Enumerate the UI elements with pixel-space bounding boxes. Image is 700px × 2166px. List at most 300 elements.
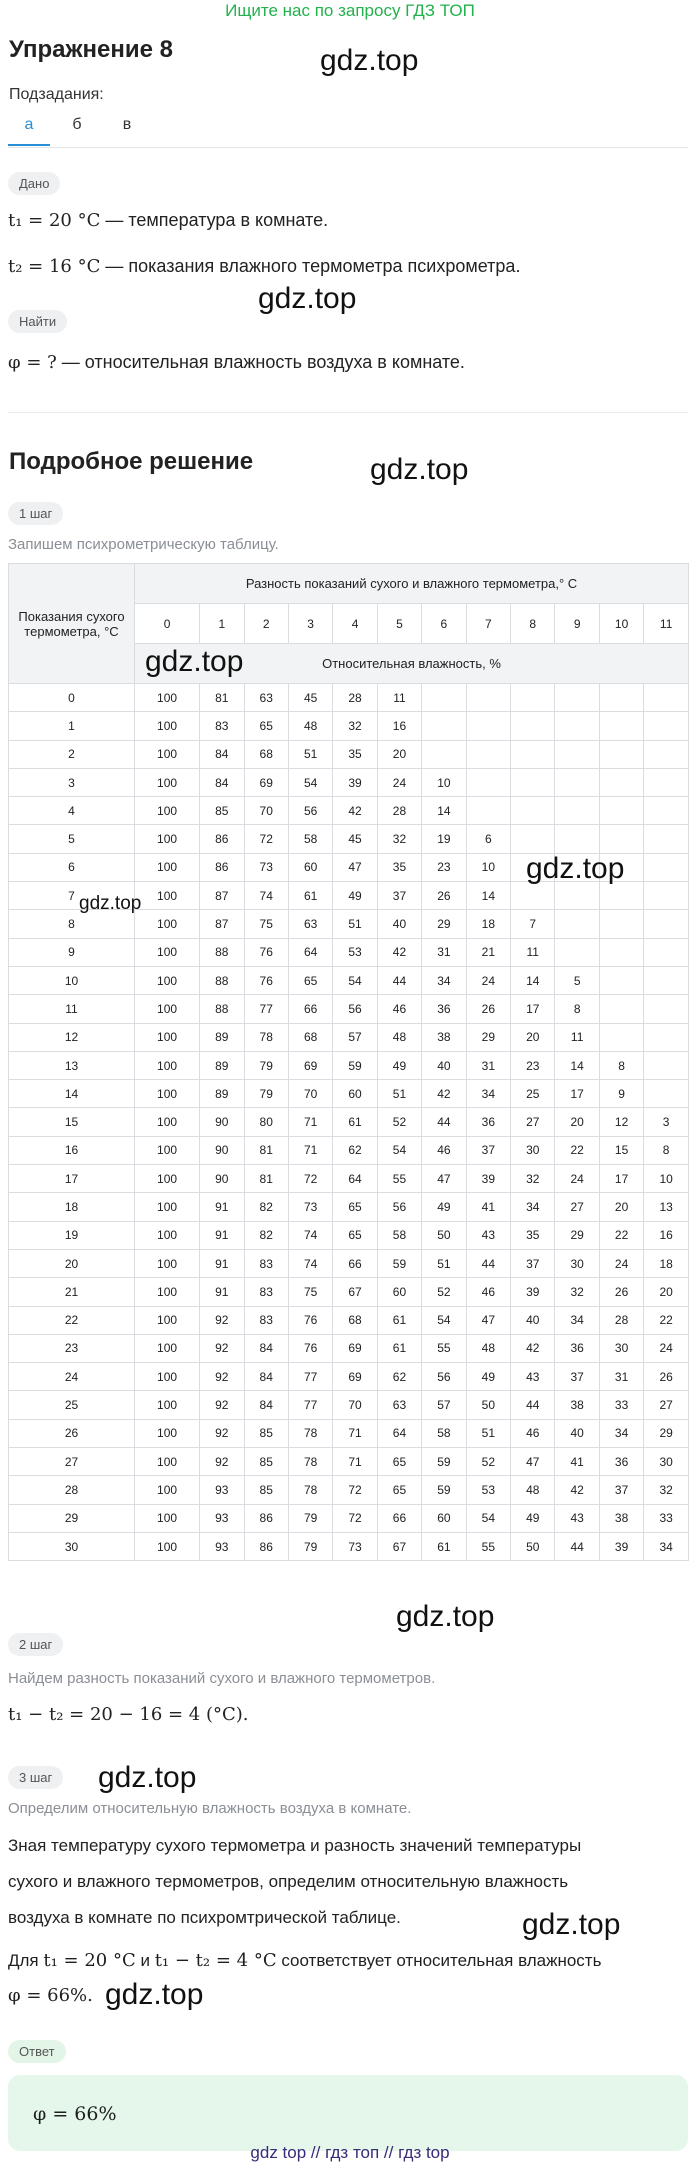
table-cell: 81 — [244, 1136, 288, 1164]
table-cell — [644, 882, 689, 910]
step-3 — [8, 1766, 63, 1789]
table-cell — [511, 740, 555, 768]
table-row-temperature: 26 — [9, 1419, 135, 1447]
table-diff-value: 7 — [466, 604, 510, 644]
result-mid: и — [135, 1951, 155, 1970]
table-cell: 55 — [422, 1334, 466, 1362]
table-cell: 72 — [333, 1504, 377, 1532]
table-cell: 37 — [555, 1363, 599, 1391]
table-cell: 71 — [288, 1108, 332, 1136]
table-cell: 63 — [377, 1391, 421, 1419]
table-cell: 42 — [377, 938, 421, 966]
table-cell: 47 — [511, 1448, 555, 1476]
table-cell: 20 — [377, 740, 421, 768]
table-diff-value: 4 — [333, 604, 377, 644]
table-cell: 62 — [377, 1363, 421, 1391]
table-cell: 100 — [135, 995, 200, 1023]
table-cell: 61 — [288, 882, 332, 910]
table-cell — [555, 910, 599, 938]
table-cell — [599, 825, 643, 853]
table-cell: 37 — [511, 1249, 555, 1277]
table-cell: 17 — [555, 1080, 599, 1108]
table-row — [9, 966, 689, 994]
table-row-temperature: 7 — [9, 882, 135, 910]
table-cell: 100 — [135, 1108, 200, 1136]
table-row — [9, 1023, 689, 1051]
table-cell: 6 — [466, 825, 510, 853]
table-cell: 8 — [644, 1136, 689, 1164]
table-cell: 64 — [377, 1419, 421, 1447]
table-cell: 40 — [555, 1419, 599, 1447]
given-line-1 — [8, 210, 328, 231]
tabs-divider — [8, 147, 688, 148]
table-cell: 61 — [422, 1532, 466, 1560]
table-row-temperature: 0 — [9, 684, 135, 712]
table-cell: 65 — [333, 1221, 377, 1249]
table-row-temperature: 5 — [9, 825, 135, 853]
table-cell: 74 — [288, 1221, 332, 1249]
table-row — [9, 1080, 689, 1108]
table-cell: 71 — [288, 1136, 332, 1164]
table-cell: 51 — [333, 910, 377, 938]
given-chip: Дано — [8, 172, 60, 195]
table-cell: 44 — [422, 1108, 466, 1136]
table-cell: 100 — [135, 1080, 200, 1108]
given-math-1: t₁ = 20 °C — [8, 210, 101, 231]
table-cell: 25 — [511, 1080, 555, 1108]
step-2-formula: t₁ − t₂ = 20 − 16 = 4 (°C). — [8, 1704, 249, 1725]
tab-c[interactable]: в — [122, 116, 132, 133]
table-cell: 28 — [333, 684, 377, 712]
table-cell: 20 — [511, 1023, 555, 1051]
table-cell: 49 — [333, 882, 377, 910]
tab-a[interactable]: а — [8, 116, 50, 146]
table-cell: 89 — [200, 1051, 244, 1079]
table-cell: 31 — [466, 1051, 510, 1079]
table-cell: 51 — [377, 1080, 421, 1108]
table-cell: 53 — [466, 1476, 510, 1504]
find-chip: Найти — [8, 310, 67, 333]
table-cell: 100 — [135, 768, 200, 796]
table-cell: 46 — [466, 1278, 510, 1306]
table-cell: 89 — [200, 1080, 244, 1108]
table-cell: 71 — [333, 1419, 377, 1447]
table-cell: 58 — [422, 1419, 466, 1447]
watermark: gdz.top — [258, 282, 357, 315]
watermark: gdz.top — [145, 645, 244, 678]
table-cell: 68 — [244, 740, 288, 768]
table-cell: 83 — [244, 1249, 288, 1277]
table-row-temperature: 8 — [9, 910, 135, 938]
table-cell: 100 — [135, 1476, 200, 1504]
table-row — [9, 1249, 689, 1277]
result-prefix: Для — [8, 1951, 44, 1970]
table-cell: 27 — [511, 1108, 555, 1136]
table-cell: 32 — [644, 1476, 689, 1504]
table-cell: 100 — [135, 740, 200, 768]
table-cell: 42 — [511, 1334, 555, 1362]
table-cell: 31 — [422, 938, 466, 966]
table-cell: 85 — [200, 797, 244, 825]
table-cell — [644, 1023, 689, 1051]
table-cell: 35 — [333, 740, 377, 768]
table-cell: 10 — [644, 1165, 689, 1193]
table-cell: 69 — [244, 768, 288, 796]
table-cell: 59 — [422, 1448, 466, 1476]
table-cell: 84 — [200, 740, 244, 768]
table-cell: 100 — [135, 853, 200, 881]
table-cell: 34 — [511, 1193, 555, 1221]
table-cell: 32 — [333, 712, 377, 740]
table-cell — [644, 1051, 689, 1079]
table-cell: 92 — [200, 1391, 244, 1419]
table-row-temperature: 14 — [9, 1080, 135, 1108]
table-cell: 52 — [422, 1278, 466, 1306]
table-cell: 37 — [466, 1136, 510, 1164]
table-cell: 10 — [422, 768, 466, 796]
table-row-temperature: 9 — [9, 938, 135, 966]
table-cell: 11 — [511, 938, 555, 966]
table-row — [9, 1306, 689, 1334]
table-cell: 12 — [599, 1108, 643, 1136]
table-cell: 58 — [377, 1221, 421, 1249]
table-row-temperature: 3 — [9, 768, 135, 796]
table-cell: 88 — [200, 995, 244, 1023]
table-cell: 23 — [422, 853, 466, 881]
table-cell: 100 — [135, 1448, 200, 1476]
table-row — [9, 1391, 689, 1419]
table-cell: 90 — [200, 1165, 244, 1193]
table-cell: 56 — [422, 1363, 466, 1391]
table-cell: 65 — [244, 712, 288, 740]
table-cell: 60 — [288, 853, 332, 881]
table-cell: 7 — [511, 910, 555, 938]
table-cell: 84 — [244, 1391, 288, 1419]
table-cell: 60 — [333, 1080, 377, 1108]
table-cell: 11 — [377, 684, 421, 712]
table-cell: 100 — [135, 966, 200, 994]
table-cell: 42 — [555, 1476, 599, 1504]
table-cell: 10 — [466, 853, 510, 881]
psychrometric-table — [8, 563, 689, 1561]
table-cell: 36 — [466, 1108, 510, 1136]
table-cell: 30 — [599, 1334, 643, 1362]
table-cell: 73 — [288, 1193, 332, 1221]
table-row-temperature: 13 — [9, 1051, 135, 1079]
table-cell: 85 — [244, 1419, 288, 1447]
table-cell: 5 — [555, 966, 599, 994]
step-3-text-2: сухого и влажного термометров, определим относительную влажность — [8, 1872, 569, 1891]
table-cell: 74 — [288, 1249, 332, 1277]
table-cell — [644, 966, 689, 994]
table-cell — [555, 684, 599, 712]
table-cell — [555, 712, 599, 740]
table-cell — [511, 712, 555, 740]
table-cell: 32 — [555, 1278, 599, 1306]
table-cell: 85 — [244, 1476, 288, 1504]
table-cell: 27 — [555, 1193, 599, 1221]
table-cell: 100 — [135, 684, 200, 712]
table-cell: 34 — [555, 1306, 599, 1334]
table-cell: 73 — [244, 853, 288, 881]
table-cell: 69 — [333, 1334, 377, 1362]
table-cell: 74 — [244, 882, 288, 910]
table-row — [9, 1165, 689, 1193]
watermark: gdz.top — [370, 453, 469, 486]
result-suffix: соответствует относительная влажность — [276, 1951, 602, 1970]
table-cell: 34 — [466, 1080, 510, 1108]
table-cell — [599, 684, 643, 712]
table-cell: 56 — [333, 995, 377, 1023]
table-cell: 70 — [333, 1391, 377, 1419]
table-cell — [599, 740, 643, 768]
table-cell: 82 — [244, 1221, 288, 1249]
table-cell: 92 — [200, 1448, 244, 1476]
table-cell: 59 — [422, 1476, 466, 1504]
given-text-1: — температура в комнате. — [100, 210, 329, 230]
table-cell: 68 — [288, 1023, 332, 1051]
table-cell: 60 — [377, 1278, 421, 1306]
table-cell — [644, 853, 689, 881]
table-cell: 28 — [377, 797, 421, 825]
table-row-temperature: 23 — [9, 1334, 135, 1362]
table-row — [9, 1532, 689, 1560]
table-cell: 82 — [244, 1193, 288, 1221]
table-cell: 22 — [644, 1306, 689, 1334]
table-cell: 76 — [288, 1334, 332, 1362]
table-row-temperature: 25 — [9, 1391, 135, 1419]
table-cell: 3 — [644, 1108, 689, 1136]
table-cell: 81 — [244, 1165, 288, 1193]
watermark: gdz.top — [526, 852, 625, 885]
table-cell: 49 — [466, 1363, 510, 1391]
result-math-1: t₁ = 20 °C — [43, 1950, 136, 1971]
step-1-caption: Запишем психрометрическую таблицу. — [8, 536, 279, 553]
table-cell: 52 — [466, 1448, 510, 1476]
table-row — [9, 1448, 689, 1476]
table-row — [9, 1278, 689, 1306]
table-cell: 88 — [200, 938, 244, 966]
step-2-caption: Найдем разность показаний сухого и влажного термометров. — [8, 1670, 436, 1687]
step-3-chip: 3 шаг — [8, 1766, 63, 1789]
table-cell — [599, 768, 643, 796]
table-cell: 48 — [288, 712, 332, 740]
table-cell: 69 — [288, 1051, 332, 1079]
table-row-temperature: 1 — [9, 712, 135, 740]
table-cell: 61 — [377, 1306, 421, 1334]
table-cell — [599, 1023, 643, 1051]
table-cell: 100 — [135, 1504, 200, 1532]
table-cell: 73 — [333, 1532, 377, 1560]
table-cell: 83 — [244, 1278, 288, 1306]
given-line-2 — [8, 256, 520, 277]
table-cell: 72 — [288, 1165, 332, 1193]
table-cell: 34 — [599, 1419, 643, 1447]
tab-b[interactable]: б — [72, 116, 82, 133]
table-cell: 54 — [422, 1306, 466, 1334]
table-row — [9, 995, 689, 1023]
table-cell: 30 — [511, 1136, 555, 1164]
table-cell: 46 — [377, 995, 421, 1023]
watermark: gdz.top — [98, 1761, 197, 1794]
table-diff-value: 5 — [377, 604, 421, 644]
table-diff-value: 0 — [135, 604, 200, 644]
table-cell: 100 — [135, 825, 200, 853]
step-3-result-line — [8, 1950, 601, 1971]
table-cell: 77 — [288, 1391, 332, 1419]
table-cell: 64 — [333, 1165, 377, 1193]
table-cell — [466, 768, 510, 796]
table-cell: 49 — [511, 1504, 555, 1532]
table-row-temperature: 18 — [9, 1193, 135, 1221]
table-cell: 24 — [377, 768, 421, 796]
table-cell: 43 — [555, 1504, 599, 1532]
watermark: gdz.top — [522, 1908, 621, 1941]
table-diff-header: Разность показаний сухого и влажного термометра,° С — [135, 564, 689, 604]
table-cell: 83 — [200, 712, 244, 740]
table-cell: 93 — [200, 1504, 244, 1532]
table-cell: 26 — [466, 995, 510, 1023]
table-cell: 44 — [466, 1249, 510, 1277]
table-row-temperature: 11 — [9, 995, 135, 1023]
table-cell: 43 — [511, 1363, 555, 1391]
table-cell — [555, 797, 599, 825]
result-math-2: t₁ − t₂ = 4 °C — [154, 1950, 277, 1971]
table-cell: 57 — [333, 1023, 377, 1051]
table-cell: 100 — [135, 1051, 200, 1079]
table-cell — [466, 712, 510, 740]
table-cell: 13 — [644, 1193, 689, 1221]
table-cell: 28 — [599, 1306, 643, 1334]
table-diff-value: 3 — [288, 604, 332, 644]
table-cell: 22 — [599, 1221, 643, 1249]
table-row-temperature: 10 — [9, 966, 135, 994]
subtasks-label: Подзадания: — [9, 86, 104, 103]
table-cell: 54 — [288, 768, 332, 796]
table-cell: 30 — [555, 1249, 599, 1277]
table-cell: 22 — [555, 1136, 599, 1164]
table-cell: 91 — [200, 1278, 244, 1306]
table-row — [9, 1193, 689, 1221]
table-cell: 87 — [200, 882, 244, 910]
table-cell — [644, 995, 689, 1023]
table-cell — [511, 684, 555, 712]
table-row-temperature: 12 — [9, 1023, 135, 1051]
table-cell: 8 — [599, 1051, 643, 1079]
table-cell: 52 — [377, 1108, 421, 1136]
table-cell: 32 — [511, 1165, 555, 1193]
table-cell: 63 — [244, 684, 288, 712]
table-cell: 66 — [377, 1504, 421, 1532]
table-row — [9, 825, 689, 853]
table-cell: 19 — [422, 825, 466, 853]
table-cell: 72 — [244, 825, 288, 853]
answer-chip: Ответ — [8, 2040, 66, 2063]
table-cell: 78 — [288, 1476, 332, 1504]
table-cell: 40 — [377, 910, 421, 938]
table-cell: 88 — [200, 966, 244, 994]
table-cell: 20 — [644, 1278, 689, 1306]
given-text-2: — показания влажного термометра психрометра. — [100, 256, 521, 276]
table-cell: 61 — [333, 1108, 377, 1136]
table-cell: 50 — [511, 1532, 555, 1560]
table-cell: 100 — [135, 797, 200, 825]
table-cell — [555, 825, 599, 853]
table-cell: 39 — [466, 1165, 510, 1193]
table-row-temperature: 4 — [9, 797, 135, 825]
table-cell — [599, 910, 643, 938]
table-cell — [644, 768, 689, 796]
table-cell: 83 — [244, 1306, 288, 1334]
table-cell: 86 — [244, 1504, 288, 1532]
solution-title: Подробное решение — [9, 448, 254, 475]
table-cell — [466, 797, 510, 825]
footer-watermark: gdz top // гдз топ // гдз top — [250, 2143, 450, 2162]
step-1 — [8, 502, 63, 525]
exercise-title: Упражнение 8 — [9, 36, 173, 63]
table-cell: 86 — [200, 825, 244, 853]
table-row-temperature: 19 — [9, 1221, 135, 1249]
table-cell: 65 — [377, 1448, 421, 1476]
table-row — [9, 1221, 689, 1249]
table-cell: 77 — [244, 995, 288, 1023]
table-cell: 8 — [555, 995, 599, 1023]
table-cell: 49 — [377, 1051, 421, 1079]
table-cell: 100 — [135, 1023, 200, 1051]
table-cell: 38 — [422, 1023, 466, 1051]
table-cell: 100 — [135, 1193, 200, 1221]
table-cell: 44 — [377, 966, 421, 994]
table-row — [9, 768, 689, 796]
table-diff-value: 11 — [644, 604, 689, 644]
table-cell — [644, 740, 689, 768]
table-cell — [599, 966, 643, 994]
table-cell: 56 — [377, 1193, 421, 1221]
table-row — [9, 684, 689, 712]
table-cell: 57 — [422, 1391, 466, 1419]
table-cell: 50 — [422, 1221, 466, 1249]
table-row — [9, 1363, 689, 1391]
table-cell: 24 — [466, 966, 510, 994]
table-cell: 29 — [422, 910, 466, 938]
table-cell: 100 — [135, 938, 200, 966]
table-cell — [644, 825, 689, 853]
table-cell: 16 — [644, 1221, 689, 1249]
table-cell — [644, 1080, 689, 1108]
table-cell: 38 — [555, 1391, 599, 1419]
table-cell: 29 — [644, 1419, 689, 1447]
table-cell: 100 — [135, 1249, 200, 1277]
table-cell: 71 — [333, 1448, 377, 1476]
table-cell: 34 — [644, 1532, 689, 1560]
table-cell: 36 — [555, 1334, 599, 1362]
table-cell: 47 — [333, 853, 377, 881]
table-row — [9, 1136, 689, 1164]
table-cell: 49 — [422, 1193, 466, 1221]
table-cell: 21 — [466, 938, 510, 966]
table-cell: 61 — [377, 1334, 421, 1362]
table-cell: 92 — [200, 1334, 244, 1362]
table-cell: 24 — [599, 1249, 643, 1277]
table-cell: 32 — [377, 825, 421, 853]
table-cell: 100 — [135, 1278, 200, 1306]
table-cell: 31 — [599, 1363, 643, 1391]
table-row-temperature: 20 — [9, 1249, 135, 1277]
table-cell: 33 — [644, 1504, 689, 1532]
table-cell: 40 — [422, 1051, 466, 1079]
table-cell: 100 — [135, 1306, 200, 1334]
table-cell: 60 — [422, 1504, 466, 1532]
